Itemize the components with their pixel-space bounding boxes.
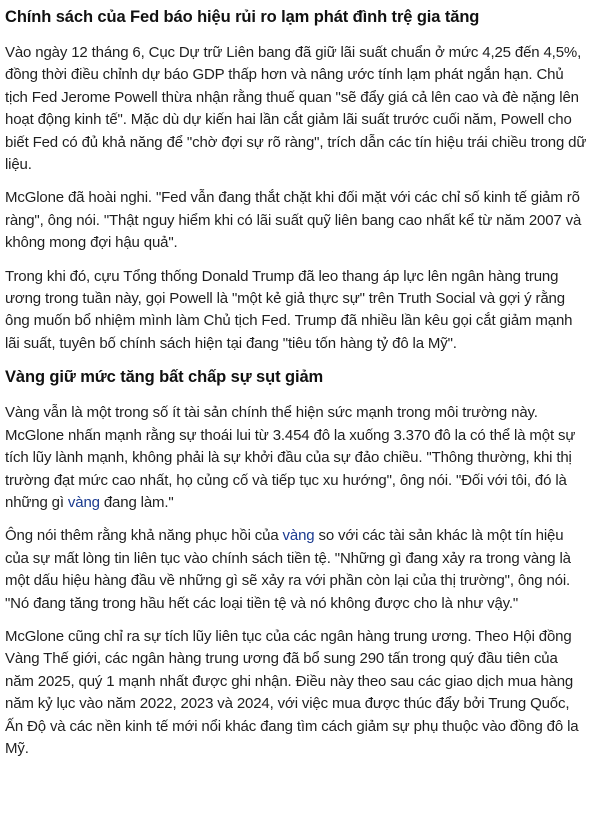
text-segment: Vàng vẫn là một trong số ít tài sản chính thể hiện sức mạnh trong môi trường này. McGlone nhấn mạnh rằng sự thoái lui từ 3.454 đô la xuống 3.370 đô la có thể là một sự tích lũy lành mạnh, không phải là sự khởi đầu của sự đảo chiều. "Thông thường, khi thị trường đạt mức cao nhất, họ củng cố và tiếp tục xu hướng", ông nói. "Đối với tôi, đó là những gì [5, 404, 576, 511]
paragraph-fed-decision: Vào ngày 12 tháng 6, Cục Dự trữ Liên bang đã giữ lãi suất chuẩn ở mức 4,25 đến 4,5%, đồng thời điều chỉnh dự báo GDP thấp hơn và nâng ước tính lạm phát ngắn hạn. Chủ tịch Fed Jerome Powell thừa nhận rằng thuế quan "sẽ đẩy giá cả lên cao và đè nặng lên hoạt động kinh tế". Mặc dù dự kiến hai lần cắt giảm lãi suất trước cuối năm, Powell cho biết Fed có đủ khả năng để "chờ đợi sự rõ ràng", trích dẫn các tín hiệu trái chiều trong dữ liệu. [5, 44, 587, 174]
section-heading-gold: Vàng giữ mức tăng bất chấp sự sụt giảm [5, 368, 324, 387]
section-heading-fed-policy: Chính sách của Fed báo hiệu rủi ro lạm phát đình trệ gia tăng [5, 8, 480, 26]
gold-link[interactable]: vàng [67, 493, 100, 511]
text-segment: so với các tài sản khác là một tín hiệu của sự mất lòng tin liên tục vào chính sách tiền tệ. "Những gì đang xảy ra trong vàng là một dấu hiệu hàng đầu về những gì sẽ xảy ra với phần còn lại của thị trường", ông nói. "Nó đang tăng trong hầu hết các loại tiền tệ và nó không được cho là như vậy." [5, 527, 571, 612]
text-segment: Ông nói thêm rằng khả năng phục hồi của [5, 527, 283, 545]
gold-link[interactable]: vàng [282, 527, 315, 545]
paragraph-mcglone-skeptical: McGlone đã hoài nghi. "Fed vẫn đang thắt chặt khi đối mặt với các chỉ số kinh tế giảm rõ ràng", ông nói. "Thật nguy hiểm khi có lãi suất quỹ liên bang cao nhất kể từ năm 2007 và không mong đợi hậu quả". [5, 189, 582, 252]
text-segment: đang làm." [99, 493, 174, 511]
paragraph-central-banks: McGlone cũng chỉ ra sự tích lũy liên tục của các ngân hàng trung ương. Theo Hội đồng Vàng Thế giới, các ngân hàng trung ương đã bổ sung 290 tấn trong quý đầu tiên của năm 2025, quý 1 mạnh nhất được ghi nhận. Điều này theo sau các giao dịch mua hàng năm kỷ lục vào năm 2022, 2023 và 2024, với việc mua được thúc đẩy bởi Trung Quốc, Ấn Độ và các nền kinh tế mới nổi khác đang tìm cách giảm sự phụ thuộc vào đồng đô la Mỹ. [5, 627, 579, 757]
paragraph-trump-pressure: Trong khi đó, cựu Tổng thống Donald Trump đã leo thang áp lực lên ngân hàng trung ương trong tuần này, gọi Powell là "một kẻ giả thực sự" trên Truth Social và gợi ý rằng ông muốn bổ nhiệm mình làm Chủ tịch Fed. Trump đã nhiều lần kêu gọi cắt giảm mạnh lãi suất, tuyên bố chính sách hiện tại đang "tiêu tốn hàng tỷ đô la Mỹ". [5, 267, 573, 352]
paragraph-gold-resilience [5, 525, 588, 615]
paragraph-gold-strength [5, 402, 588, 514]
